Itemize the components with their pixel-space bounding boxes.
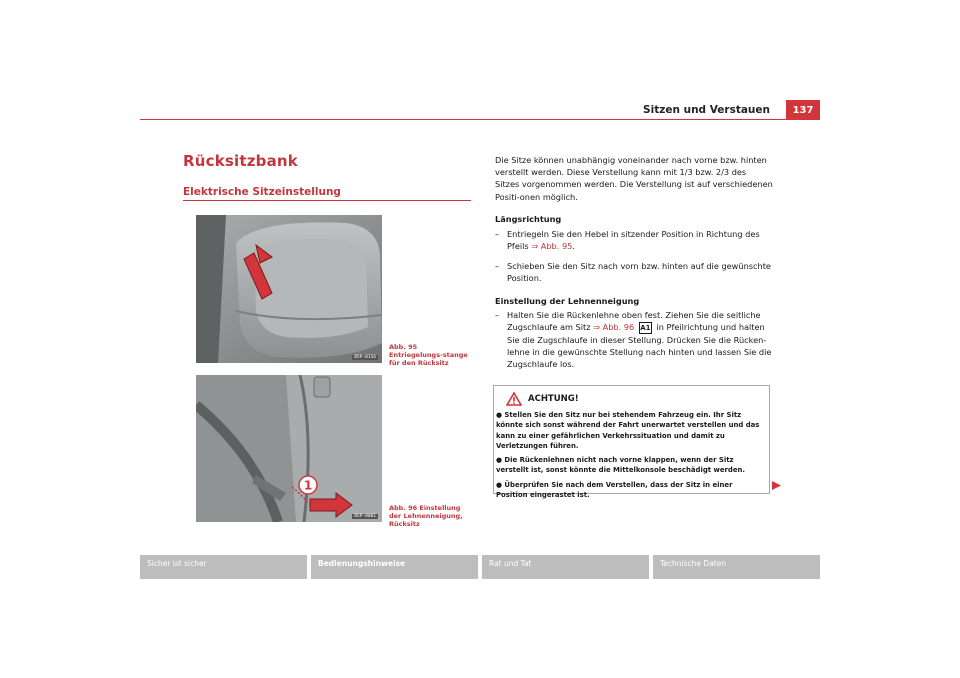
subheading-laengsrichtung: Längsrichtung: [495, 214, 562, 224]
running-header-title: Sitzen und Verstauen: [643, 104, 770, 116]
continue-arrow-icon[interactable]: [772, 481, 781, 490]
figure-96-caption: [389, 504, 469, 528]
warning-box: [493, 385, 770, 500]
subheading-lehnenneigung: Einstellung der Lehnenneigung: [495, 296, 640, 306]
intro-paragraph: Die Sitze können unabhängig voneinander nach vorne bzw. hinten verstellt werden. Diese Verstellung kann mit 1/3 bzw. 2/3 des Sitzes vorgenommen werden. Die Verstellung ist auf verschiedenen Positi-onen möglich.: [495, 155, 773, 202]
figure-callout-number: 1: [303, 478, 313, 493]
figure-95-caption: [389, 343, 469, 367]
warning-item: ● Die Rückenlehnen nicht nach vorne klappen, wenn der Sitz verstellt ist, sonst könnte die Mittelkonsole beschädigt werden.: [496, 456, 746, 475]
dash: –: [495, 310, 500, 320]
warning-item: ● Stellen Sie den Sitz nur bei stehendem Fahrzeug ein. Ihr Sitz könnte sich sonst während der Fahrt unerwartet verstellen und das kann zu einer gefährlichen Verkehrssituation und damit zu Verletzungen führen.: [496, 411, 760, 450]
section-title: Rücksitzbank: [183, 152, 298, 170]
warning-list: [496, 410, 766, 504]
figure-code: B5P-0001: [354, 514, 376, 519]
bullet: ●: [496, 456, 503, 465]
warning-header: [506, 392, 579, 406]
seat-release-illustration: [196, 215, 382, 363]
warning-title: ACHTUNG!: [528, 394, 579, 404]
step-text: Halten Sie die Rückenlehne oben fest. Ziehen Sie die seitliche Zugschlaufe am Sitz ⇒ Abb. 96 A1 in Pfeilrichtung und halten Sie die Zugschlaufe in dieser Stellung. Drücken Sie die Rücken-lehne in die gewünschte Stellung nach hinten und lassen Sie die Zugschlaufe los.: [507, 310, 772, 370]
step-text: Entriegeln Sie den Hebel in sitzender Position in Richtung des Pfeils ⇒ Abb. 95.: [507, 229, 760, 252]
nav-tab-rat-und-tat[interactable]: Rat und Tat: [482, 555, 649, 579]
bullet: ●: [496, 480, 503, 489]
caption-label: Abb. 96: [389, 504, 418, 512]
step-adjust-backrest: [495, 309, 773, 370]
figure-95-seat-release-lever: [196, 215, 382, 363]
figure-96-backrest-adjustment: [196, 375, 382, 522]
nav-tab-sicher-ist-sicher[interactable]: Sicher ist sicher: [140, 555, 307, 579]
step-text: Schieben Sie den Sitz nach vorn bzw. hinten auf die gewünschte Position.: [507, 261, 771, 284]
nav-tab-technische-daten[interactable]: Technische Daten: [653, 555, 820, 579]
dash: –: [495, 229, 500, 239]
figure-ref-link[interactable]: ⇒ Abb. 96: [593, 322, 635, 333]
chapter-navigation: [140, 555, 820, 579]
subtitle-underline: [183, 200, 471, 201]
step-unlock-lever: [495, 228, 773, 252]
header-divider: [140, 119, 820, 120]
figure-code: B5P-0156: [354, 355, 376, 360]
section-subtitle: Elektrische Sitzeinstellung: [183, 186, 341, 198]
figure-ref-link[interactable]: ⇒ Abb. 95: [531, 241, 573, 252]
step-slide-seat: [495, 260, 773, 284]
nav-tab-bedienungshinweise[interactable]: Bedienungshinweise: [311, 555, 478, 579]
dash: –: [495, 261, 500, 271]
warning-triangle-icon: [506, 392, 522, 406]
caption-label: Abb. 95: [389, 343, 418, 351]
backrest-illustration: [196, 375, 382, 522]
warning-item: ● Überprüfen Sie nach dem Verstellen, dass der Sitz in einer Position eingerastet ist.: [496, 480, 733, 500]
caption-text: Einstellung der Lehnenneigung, Rücksitz: [389, 504, 463, 528]
page-number: 137: [786, 100, 820, 120]
bullet: ●: [496, 411, 503, 419]
callout-reference: A1: [640, 323, 651, 332]
caption-text: Entriegelungs-stange für den Rücksitz: [389, 351, 468, 367]
